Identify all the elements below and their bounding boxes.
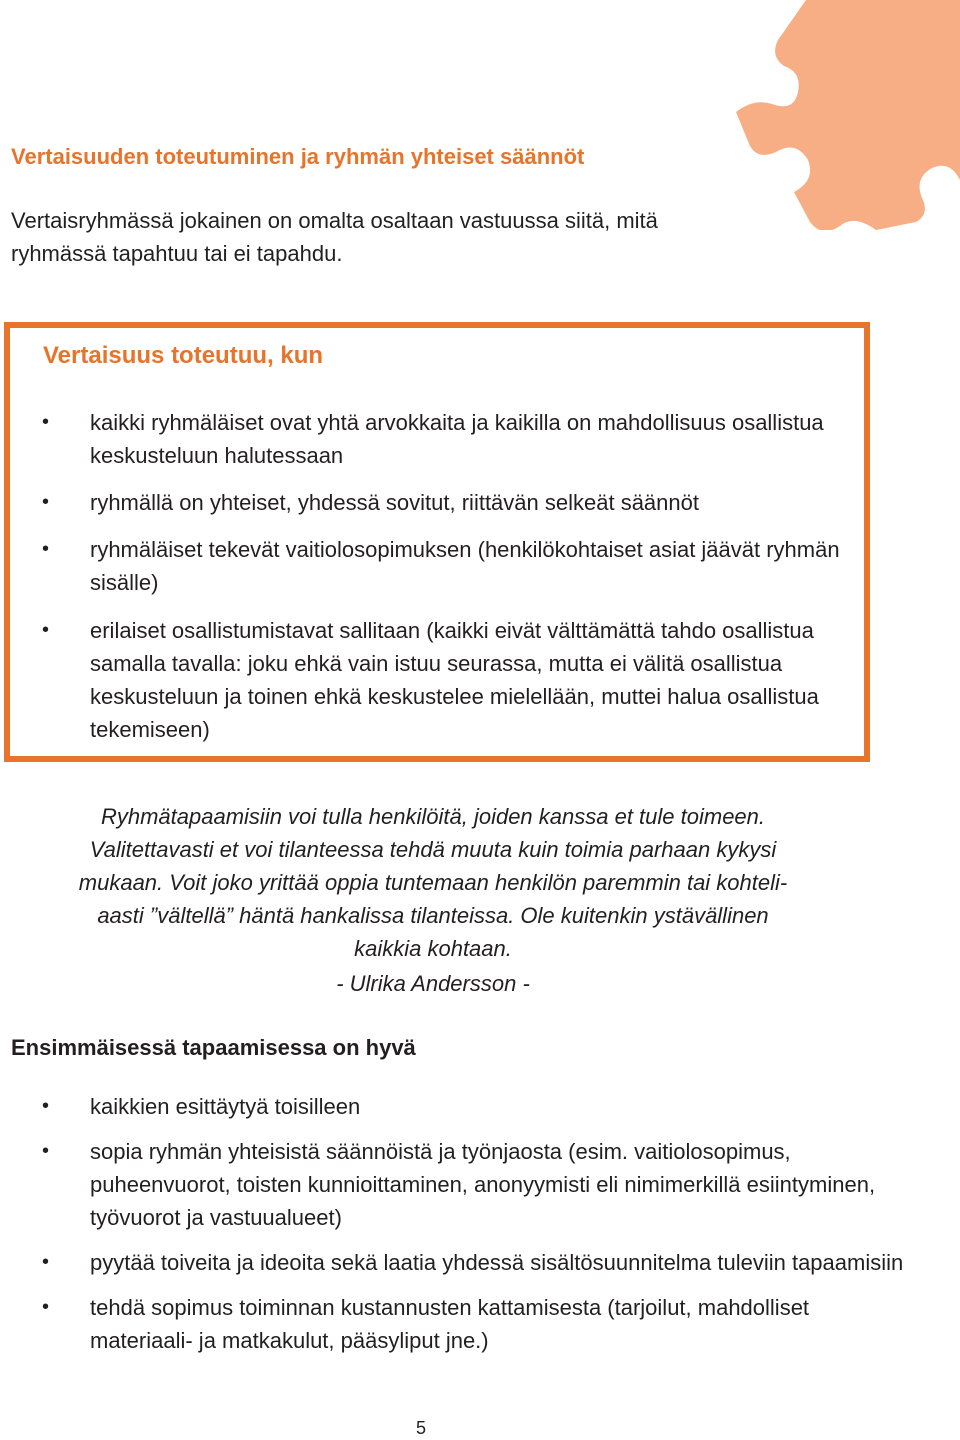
list-item-text: erilaiset osallistumistavat sallitaan (kaikki eivät välttämättä tahdo osallistua samalla tavalla: joku ehkä vain istuu seurassa, mutta ei välitä osallistua keskusteluun ja toinen ehkä keskustelee mielellään, muttei halua osallistua tekemiseen) — [90, 618, 819, 742]
list-item — [42, 614, 850, 746]
list-item — [42, 1291, 910, 1357]
list-item — [42, 486, 850, 519]
intro-paragraph: Vertaisryhmässä jokainen on omalta osaltaan vastuussa siitä, mitä ryhmässä tapahtuu tai ei tapahdu. — [11, 208, 658, 266]
quote-line: mukaan. Voit joko yrittää oppia tuntemaan henkilön paremmin tai kohteli- — [78, 870, 788, 895]
bullet-icon: • — [42, 619, 50, 641]
bullet-icon: • — [42, 538, 50, 560]
list-item-text: ryhmäläiset tekevät vaitiolosopimuksen (henkilökohtaiset asiat jäävät ryhmän sisälle) — [90, 537, 840, 595]
quote-line: aasti ”vältellä” häntä hankalissa tilanteissa. Ole kuitenkin ystävällinen — [97, 903, 769, 928]
bullet-icon: • — [42, 411, 50, 433]
list-item — [42, 533, 850, 599]
puzzle-piece-icon — [736, 0, 960, 230]
bullet-icon: • — [42, 491, 50, 513]
list-item-text: ryhmällä on yhteiset, yhdessä sovitut, riittävän selkeät säännöt — [90, 490, 699, 515]
list-item-text: kaikki ryhmäläiset ovat yhtä arvokkaita ja kaikilla on mahdollisuus osallistua keskusteluun halutessaan — [90, 410, 824, 468]
section-heading: Vertaisuuden toteutuminen ja ryhmän yhteiset säännöt — [11, 144, 585, 169]
list-item-text: pyytää toiveita ja ideoita sekä laatia yhdessä sisältösuunnitelma tuleviin tapaamisiin — [90, 1250, 904, 1275]
highlight-box — [4, 322, 870, 762]
quote-line: Ryhmätapaamisiin voi tulla henkilöitä, joiden kanssa et tule toimeen. — [100, 804, 766, 829]
bullet-icon: • — [42, 1251, 50, 1273]
quote-text — [20, 800, 846, 965]
list-item — [42, 1135, 910, 1234]
list-item — [42, 406, 850, 472]
list-item-text: sopia ryhmän yhteisistä säännöistä ja työnjaosta (esim. vaitiolosopimus, puheenvuorot, toisten kunnioittaminen, anonyymisti eli nimimerkillä esiintyminen, työvuorot ja vastuualueet) — [90, 1139, 876, 1230]
bullet-icon: • — [42, 1140, 50, 1162]
list-item — [42, 1246, 910, 1279]
list-item-text: kaikkien esittäytyä toisilleen — [90, 1094, 361, 1119]
box-bullet-list — [42, 406, 850, 760]
list-item-text: tehdä sopimus toiminnan kustannusten kattamisesta (tarjoilut, mahdolliset materiaali- ja matkakulut, pääsyliput jne.) — [90, 1295, 810, 1353]
first-meeting-list — [42, 1090, 910, 1369]
list-item — [42, 1090, 910, 1123]
bullet-icon: • — [42, 1095, 50, 1117]
bullet-icon: • — [42, 1296, 50, 1318]
quote-line: kaikkia kohtaan. — [354, 936, 512, 961]
quote-author: - Ulrika Andersson - — [336, 971, 530, 996]
section-heading-first-meeting: Ensimmäisessä tapaamisessa on hyvä — [11, 1035, 416, 1060]
puzzle-piece-shape — [736, 0, 960, 230]
page-number: 5 — [415, 1418, 426, 1438]
box-title: Vertaisuus toteutuu, kun — [43, 342, 324, 369]
quote-line: Valitettavasti et voi tilanteessa tehdä muuta kuin toimia parhaan kykysi — [89, 837, 777, 862]
